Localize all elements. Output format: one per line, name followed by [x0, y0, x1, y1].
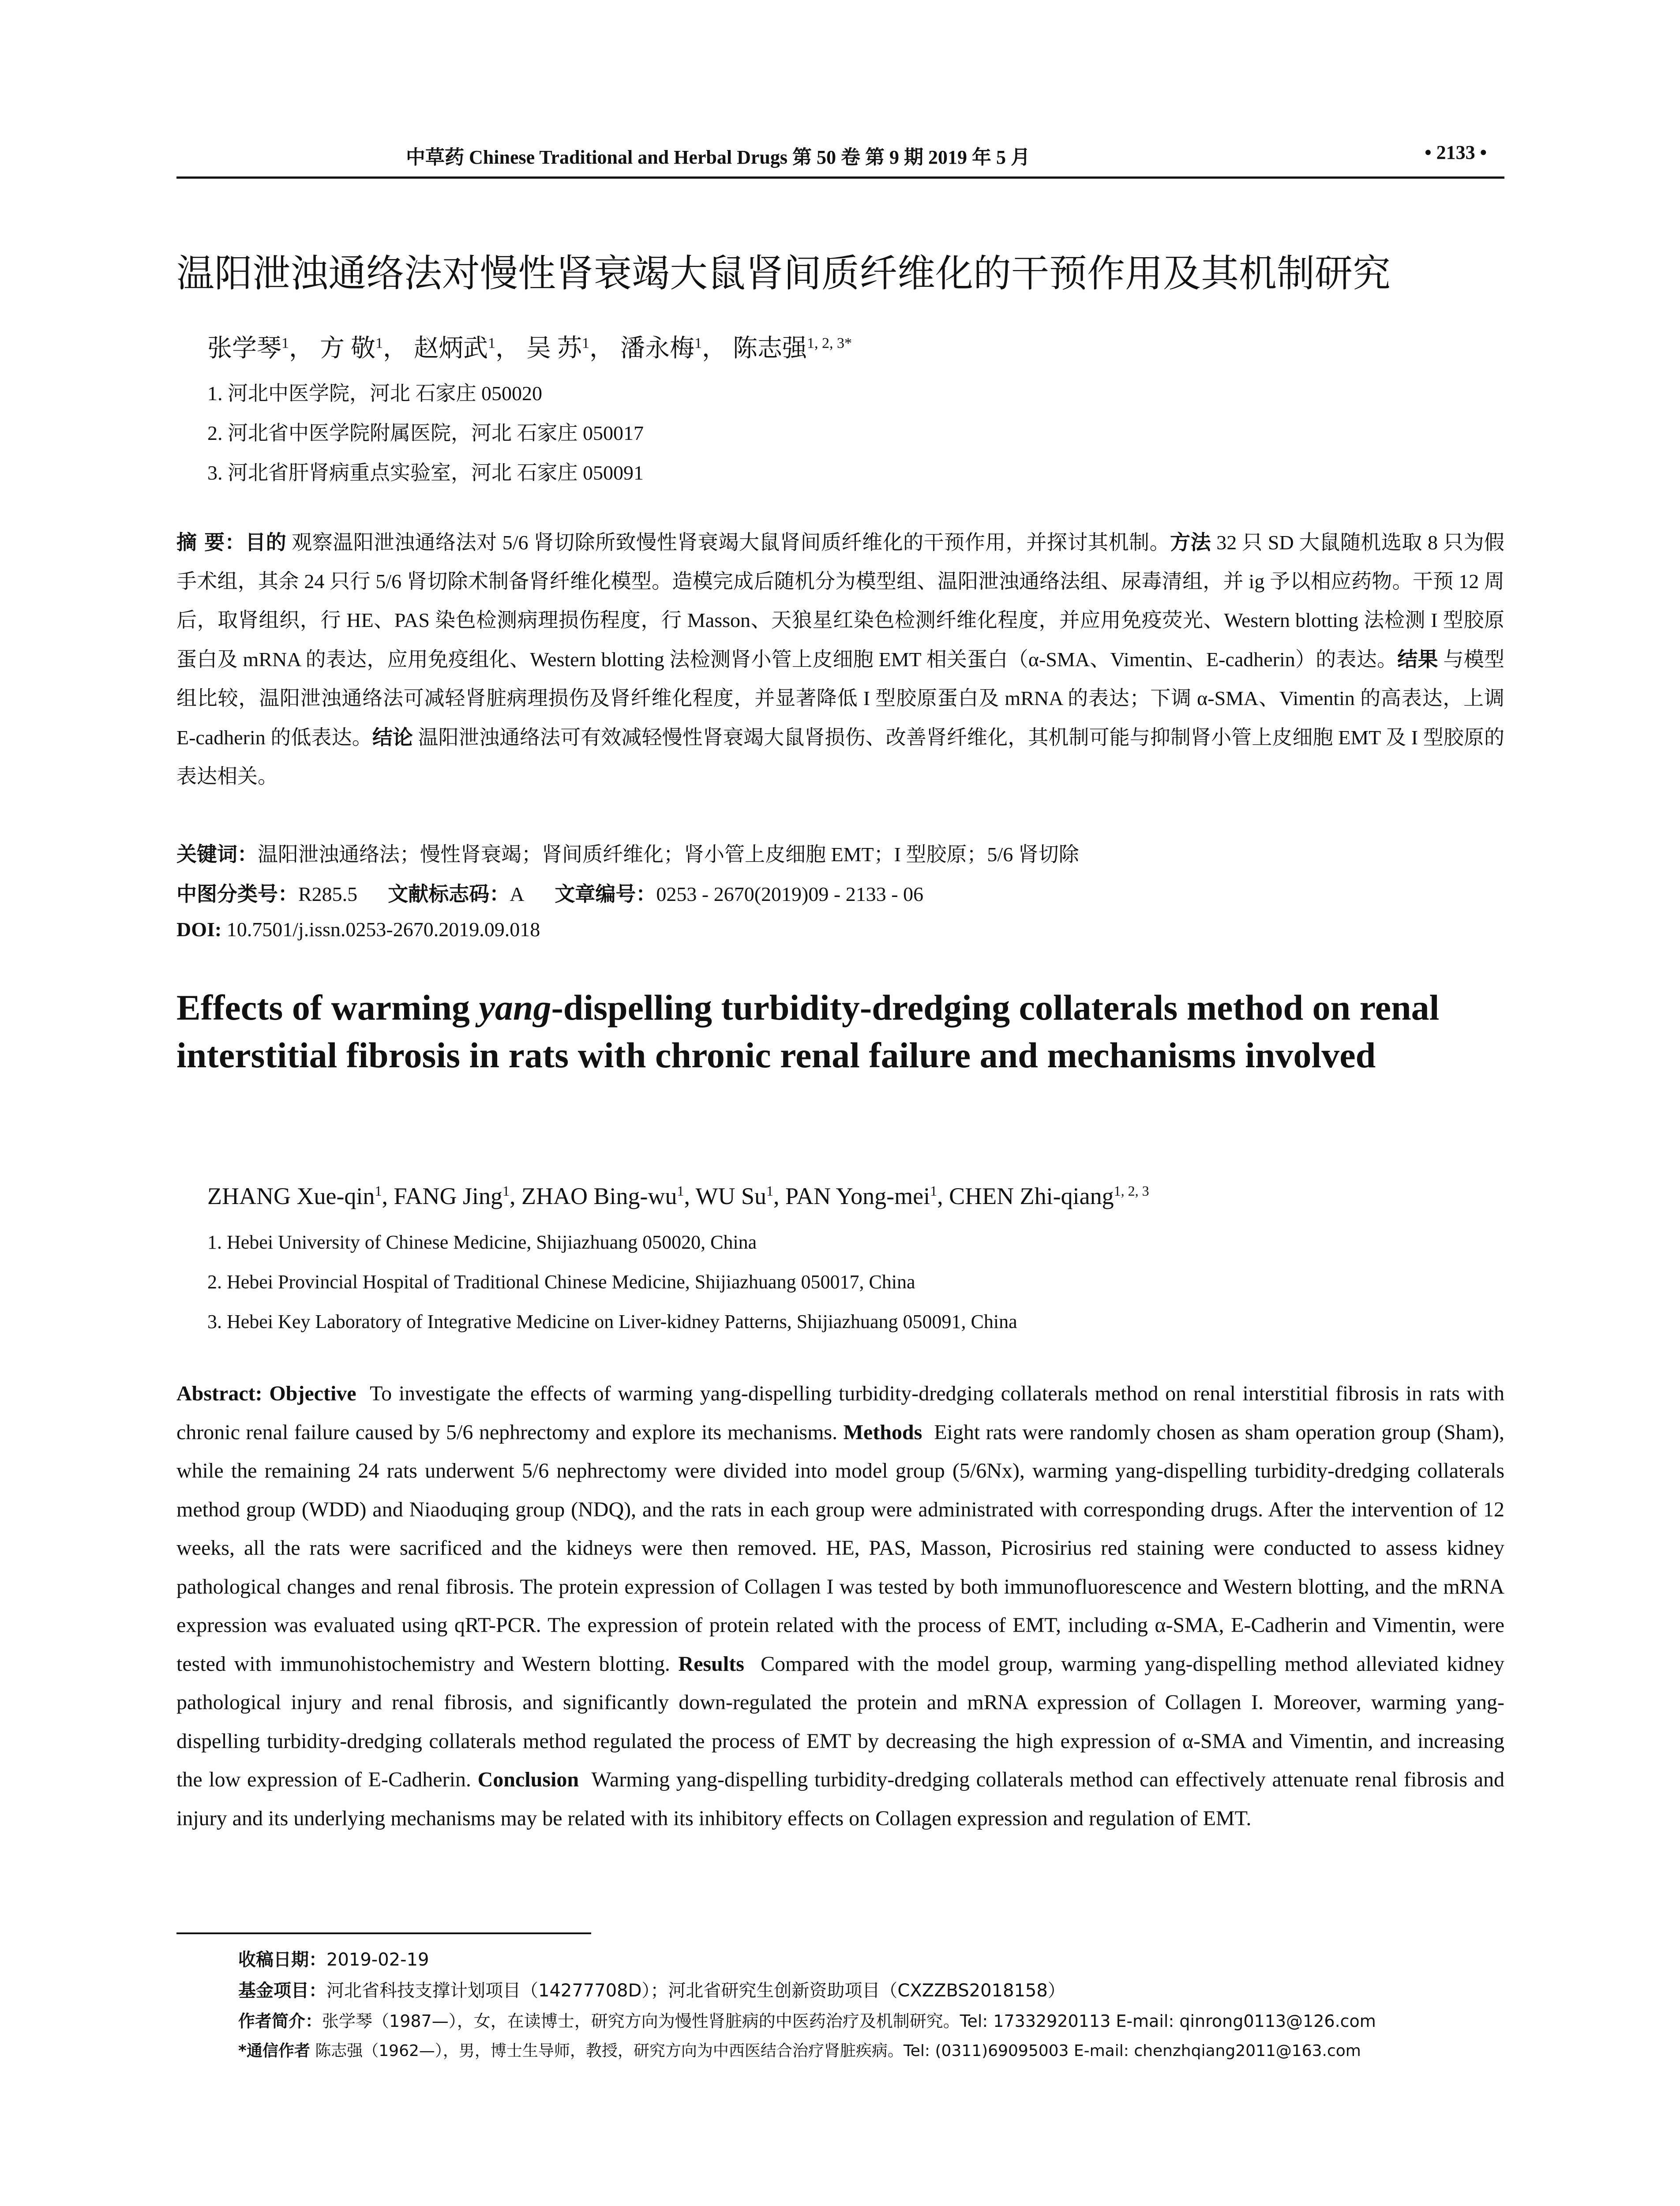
article-no-value: 0253 - 2670(2019)09 - 2133 - 06: [656, 883, 924, 905]
author-affiliation-mark: 1: [930, 1183, 938, 1199]
author-affiliation-mark: 1, 2, 3*: [807, 335, 852, 352]
author-affiliation-mark: 1: [677, 1183, 684, 1199]
doc-code-value: A: [510, 883, 525, 905]
author-name: 赵炳武: [414, 335, 488, 362]
classification-line: [176, 878, 923, 907]
abstract-label: Abstract:: [176, 1382, 262, 1405]
footnote-label: 基金项目：: [238, 1981, 326, 2001]
author-affiliation-mark: 1, 2, 3: [1114, 1183, 1149, 1199]
conclusion-text: Warming yang-dispelling turbidity-dredging collaterals method can effectively attenuate renal fibrosis and injury and its underlying mechanisms may be related with its inhibitory effects on Collagen expression and regulation of EMT.: [176, 1768, 1505, 1830]
clc-label: 中图分类号：: [176, 882, 298, 906]
chinese-affiliation: 1. 河北中医学院，河北 石家庄 050020: [207, 382, 542, 405]
conclusion-text: 温阳泄浊通络法可有效减轻慢性肾衰竭大鼠肾损伤、改善肾纤维化，其机制可能与抑制肾小管上皮细胞 EMT 及 I 型胶原的表达相关。: [176, 726, 1504, 788]
article-no-label: 文章编号：: [555, 882, 656, 906]
footnote-corresponding: [238, 2038, 1361, 2061]
footnote-author-bio: [238, 2007, 1376, 2032]
results-text: Compared with the model group, warming yang-dispelling method alleviated kidney pathological injury and renal fibrosis, and significantly down-regulated the protein and mRNA expression of Collagen I. Moreover, warming yang-dispelling turbidity-dredging collaterals method regulated the process of EMT by decreasing the high expression of α-SMA and Vimentin, and increasing the low expression of E-Cadherin.: [176, 1652, 1505, 1791]
chinese-title: 温阳泄浊通络法对慢性肾衰竭大鼠肾间质纤维化的干预作用及其机制研究: [176, 251, 1391, 296]
results-text: 与模型组比较，温阳泄浊通络法可减轻肾脏病理损伤及肾纤维化程度，并显著降低 I 型胶原蛋白及 mRNA 的表达；下调 α-SMA、Vimentin 的高表达，上调 E-cadherin 的低表达。: [176, 648, 1505, 749]
chinese-affiliation: 3. 河北省肝肾病重点实验室，河北 石家庄 050091: [207, 461, 644, 484]
author-name: ZHAO Bing-wu: [521, 1183, 677, 1209]
methods-label: Methods: [843, 1420, 922, 1444]
english-author-list: ZHANG Xue-qin$^1$, FANG Jing$^1$, ZHAO Bing-$wu^1$, WU Su$^1$, PAN Yong-mei$^1$, CHEN Zhi-qiang$^{1, 2, 3}$: [207, 1183, 1149, 1209]
methods-text: Eight rats were randomly chosen as sham operation group (Sham), while the remaining 24 rats underwent 5/6 nephrectomy were divided into model group (5/6Nx), warming yang-dispelling turbidity-dredging collaterals method group (WDD) and Niaoduqing group (NDQ), and the rats in each group were administrated with corresponding drugs. After the intervention of 12 weeks, all the rats were sacrificed and the kidneys were then removed. HE, PAS, Masson, Picrosirius red staining were conducted to assess kidney pathological changes and renal fibrosis. The protein expression of Collagen I was tested by both immunofluorescence and Western blotting, and the mRNA expression was evaluated using qRT-PCR. The expression of protein related with the process of EMT, including α-SMA, E-Cadherin and Vimentin, were tested with immunohistochemistry and Western blotting.: [176, 1420, 1505, 1676]
footnote-text: 陈志强（1962—），男，博士生导师，教授，研究方向为中西医结合治疗肾脏疾病。Tel: (0311)69095003 E-mail: chenzhqiang2011@163.com: [315, 2042, 1361, 2060]
author-affiliation-mark: 1: [488, 335, 495, 352]
doi-line: [176, 918, 540, 941]
objective-label: 目的: [245, 530, 287, 554]
author-name: ZHANG Xue-qin: [207, 1183, 375, 1209]
footnote-text: 河北省科技支撑计划项目（14277708D）；河北省研究生创新资助项目（CXZZBS2018158）: [326, 1981, 1065, 2001]
english-affiliation: 2. Hebei Provincial Hospital of Traditional Chinese Medicine, Shijiazhuang 050017, China: [207, 1271, 915, 1293]
methods-label: 方法: [1170, 530, 1211, 554]
keywords-label: 关键词：: [176, 842, 258, 866]
english-title-part: Effects of warming: [176, 987, 479, 1028]
chinese-author-list: 张学琴$^1$， 方 敬$^1$， 赵炳武$^1$， 吴 苏$^1$， 潘永梅$^1$， 陈志强$^{1, 2, 3*}$: [207, 335, 852, 362]
objective-label: Objective: [269, 1382, 356, 1405]
english-title-part: -dispelling turbidity-dredging collaterals method on renal interstitial fibrosis in rats with chronic renal failure and mechanisms involved: [176, 987, 1440, 1075]
clc-value: R285.5: [298, 883, 358, 905]
english-abstract: [176, 1374, 1504, 1838]
conclusion-label: Conclusion: [477, 1768, 579, 1791]
english-title: [176, 984, 1504, 1079]
author-name: FANG Jing: [394, 1183, 502, 1209]
footnote-received: [238, 1946, 429, 1971]
running-header: [176, 141, 1504, 179]
footnote-fund: [238, 1977, 1065, 2002]
author-affiliation-mark: 1: [582, 335, 589, 352]
english-affiliation: 1. Hebei University of Chinese Medicine, Shijiazhuang 050020, China: [207, 1231, 757, 1253]
author-name: CHEN Zhi-qiang: [949, 1183, 1114, 1209]
author-affiliation-mark: 1: [375, 1183, 382, 1199]
chinese-abstract: [176, 523, 1504, 796]
author-name: 潘永梅: [620, 335, 694, 362]
journal-citation: 中草药 Chinese Traditional and Herbal Drugs 第 50 卷 第 9 期 2019 年 5 月: [406, 146, 1031, 168]
author-affiliation-mark: 1: [281, 335, 289, 352]
results-label: 结果: [1397, 647, 1438, 671]
author-affiliation-mark: 1: [766, 1183, 773, 1199]
english-title-yang: yang: [479, 987, 551, 1028]
keywords-line: [176, 838, 1079, 867]
author-name: 方 敬: [320, 335, 375, 362]
conclusion-label: 结论: [372, 725, 413, 749]
methods-text: 32 只 SD 大鼠随机选取 8 只为假手术组，其余 24 只行 5/6 肾切除术制备肾纤维化模型。造模完成后随机分为模型组、温阳泄浊通络法组、尿毒清组，并 ig 予以相应药物。干预 12 周后，取肾组织，行 HE、PAS 染色检测病理损伤程度，行 Masson、天狼星红染色检测纤维化程度，并应用免疫荧光、Western blotting 法检测 I 型胶原蛋白及 mRNA 的表达，应用免疫组化、Western blotting 法检测肾小管上皮细胞 EMT 相关蛋白（α-SMA、Vimentin、E-cadherin）的表达。: [176, 531, 1505, 671]
keywords-text: 温阳泄浊通络法；慢性肾衰竭；肾间质纤维化；肾小管上皮细胞 EMT；I 型胶原；5/6 肾切除: [258, 843, 1079, 866]
author-affiliation-mark: 1: [375, 335, 383, 352]
footnote-text: 张学琴（1987—），女，在读博士，研究方向为慢性肾脏病的中医药治疗及机制研究。Tel: 17332920113 E-mail: qinrong0113@126.com: [322, 2011, 1376, 2031]
results-label: Results: [678, 1652, 744, 1676]
doi-label: DOI:: [176, 918, 222, 941]
footnote-label: *通信作者: [238, 2042, 310, 2060]
footnote-rule: [176, 1932, 591, 1934]
footnote-label: 作者简介：: [238, 2011, 322, 2031]
footnote-label: 收稿日期：: [238, 1950, 326, 1970]
author-name: PAN Yong-mei: [785, 1183, 930, 1209]
english-affiliation: 3. Hebei Key Laboratory of Integrative Medicine on Liver-kidney Patterns, Shijiazhuang 050091, China: [207, 1311, 1017, 1332]
page-number: • 2133 •: [1425, 142, 1487, 163]
objective-text: 观察温阳泄浊通络法对 5/6 肾切除所致慢性肾衰竭大鼠肾间质纤维化的干预作用，并探讨其机制。: [292, 531, 1170, 554]
author-name: 陈志强: [733, 335, 807, 362]
chinese-affiliation: 2. 河北省中医学院附属医院，河北 石家庄 050017: [207, 422, 644, 444]
abstract-label: 摘 要：: [176, 530, 246, 554]
footnote-text: 2019-02-19: [326, 1950, 429, 1970]
doc-code-label: 文献标志码：: [388, 882, 510, 906]
author-name: 吴 苏: [526, 335, 582, 362]
author-affiliation-mark: 1: [694, 335, 702, 352]
author-affiliation-mark: 1: [502, 1183, 510, 1199]
author-name: WU Su: [695, 1183, 766, 1209]
author-name: 张学琴: [207, 335, 281, 362]
doi-value: 10.7501/j.issn.0253-2670.2019.09.018: [226, 918, 540, 941]
objective-text: To investigate the effects of warming yang-dispelling turbidity-dredging collaterals method on renal interstitial fibrosis in rats with chronic renal failure caused by 5/6 nephrectomy and explore its mechanisms.: [176, 1382, 1504, 1444]
